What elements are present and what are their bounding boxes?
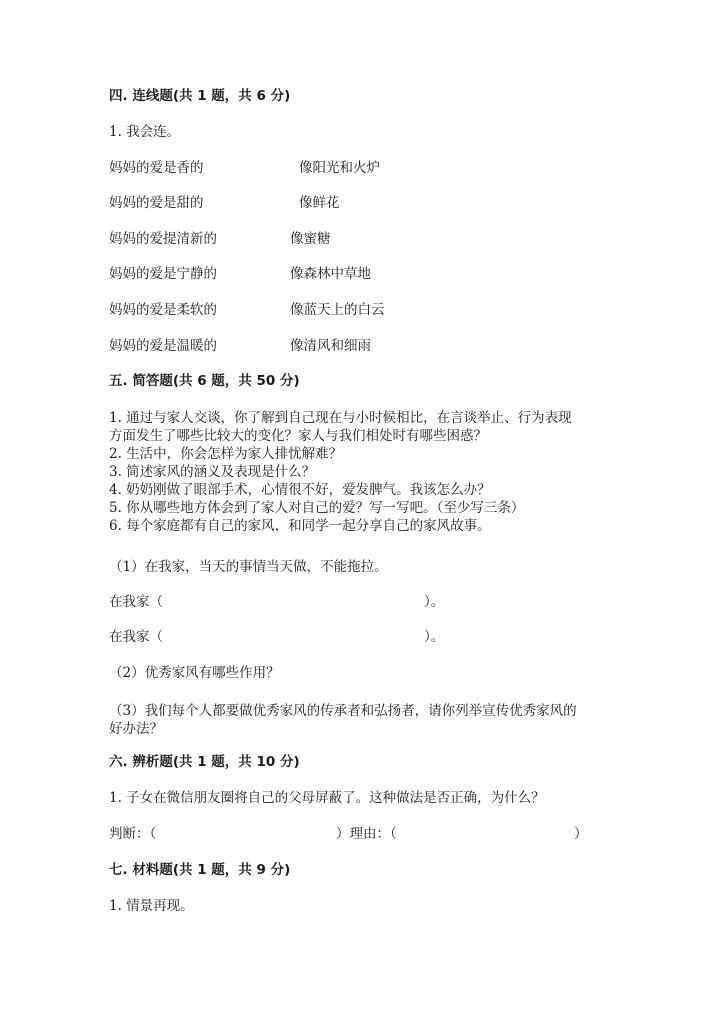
match-right-item: 像蜜糖 — [290, 231, 331, 247]
question-2: 2. 生活中，你会怎样为家人排忧解难？ — [109, 446, 343, 462]
question-6: 6. 每个家庭都有自己的家风，和同学一起分享自己的家风故事。 — [109, 518, 491, 534]
match-left-item: 妈妈的爱是宁静的 — [109, 266, 217, 282]
sub-question-2: （2）优秀家风有哪些作用？ — [109, 665, 280, 681]
sub-question-3 — [109, 702, 629, 738]
sub-question-3-line-1: （3）我们每个人都要做优秀家风的传承者和弘扬者，请你列举宣传优秀家风的 — [109, 703, 577, 719]
match-left-item: 妈妈的爱是温暖的 — [109, 338, 217, 354]
section-4-title: 四. 连线题(共 1 题，共 6 分) — [109, 88, 291, 104]
fill-blank-open: 在我家（ — [109, 629, 163, 645]
match-left-item: 妈妈的爱是柔软的 — [109, 302, 217, 318]
reason-label: ）理由：（ — [336, 826, 397, 842]
question-1-line-2: 方面发生了哪些比较大的变化？家人与我们相处时有哪些困惑？ — [109, 428, 487, 444]
match-right-item: 像清风和细雨 — [290, 338, 371, 354]
fill-blank-close: ）。 — [424, 629, 445, 645]
section-4-question: 1. 我会连。 — [109, 124, 181, 140]
match-right-item: 像鲜花 — [299, 195, 340, 211]
question-1-line-1: 1. 通过与家人交谈，你了解到自己现在与小时候相比，在言谈举止、行为表现 — [109, 410, 572, 426]
match-right-item: 像阳光和火炉 — [299, 160, 380, 176]
sub-question-1: （1）在我家，当天的事情当天做，不能拖拉。 — [109, 559, 388, 575]
fill-blank-close: ）。 — [424, 594, 445, 610]
reason-close: ） — [574, 826, 588, 842]
section-6-title: 六. 辨析题(共 1 题，共 10 分) — [109, 754, 300, 770]
match-left-item: 妈妈的爱提清新的 — [109, 231, 217, 247]
match-left-item: 妈妈的爱是香的 — [109, 160, 204, 176]
section-5-questions — [109, 409, 629, 535]
match-right-item: 像蓝天上的白云 — [290, 302, 385, 318]
section-7-title: 七. 材料题(共 1 题，共 9 分) — [109, 862, 291, 878]
fill-blank-open: 在我家（ — [109, 594, 163, 610]
section-7-question: 1. 情景再现。 — [109, 898, 194, 914]
match-left-item: 妈妈的爱是甜的 — [109, 195, 204, 211]
question-3: 3. 简述家风的涵义及表现是什么？ — [109, 464, 316, 480]
judge-label: 判断：（ — [109, 826, 157, 842]
question-4: 4. 奶奶刚做了眼部手术，心情很不好，爱发脾气。我该怎么办？ — [109, 482, 491, 498]
sub-question-3-line-2: 好办法？ — [109, 721, 163, 737]
section-5-title: 五. 简答题(共 6 题，共 50 分) — [109, 373, 300, 389]
question-5: 5. 你从哪些地方体会到了家人对自己的爱？写一写吧。（至少写三条） — [109, 500, 525, 516]
match-right-item: 像森林中草地 — [290, 266, 371, 282]
section-6-question: 1. 子女在微信朋友圈将自己的父母屏蔽了。这种做法是否正确，为什么？ — [109, 790, 545, 806]
